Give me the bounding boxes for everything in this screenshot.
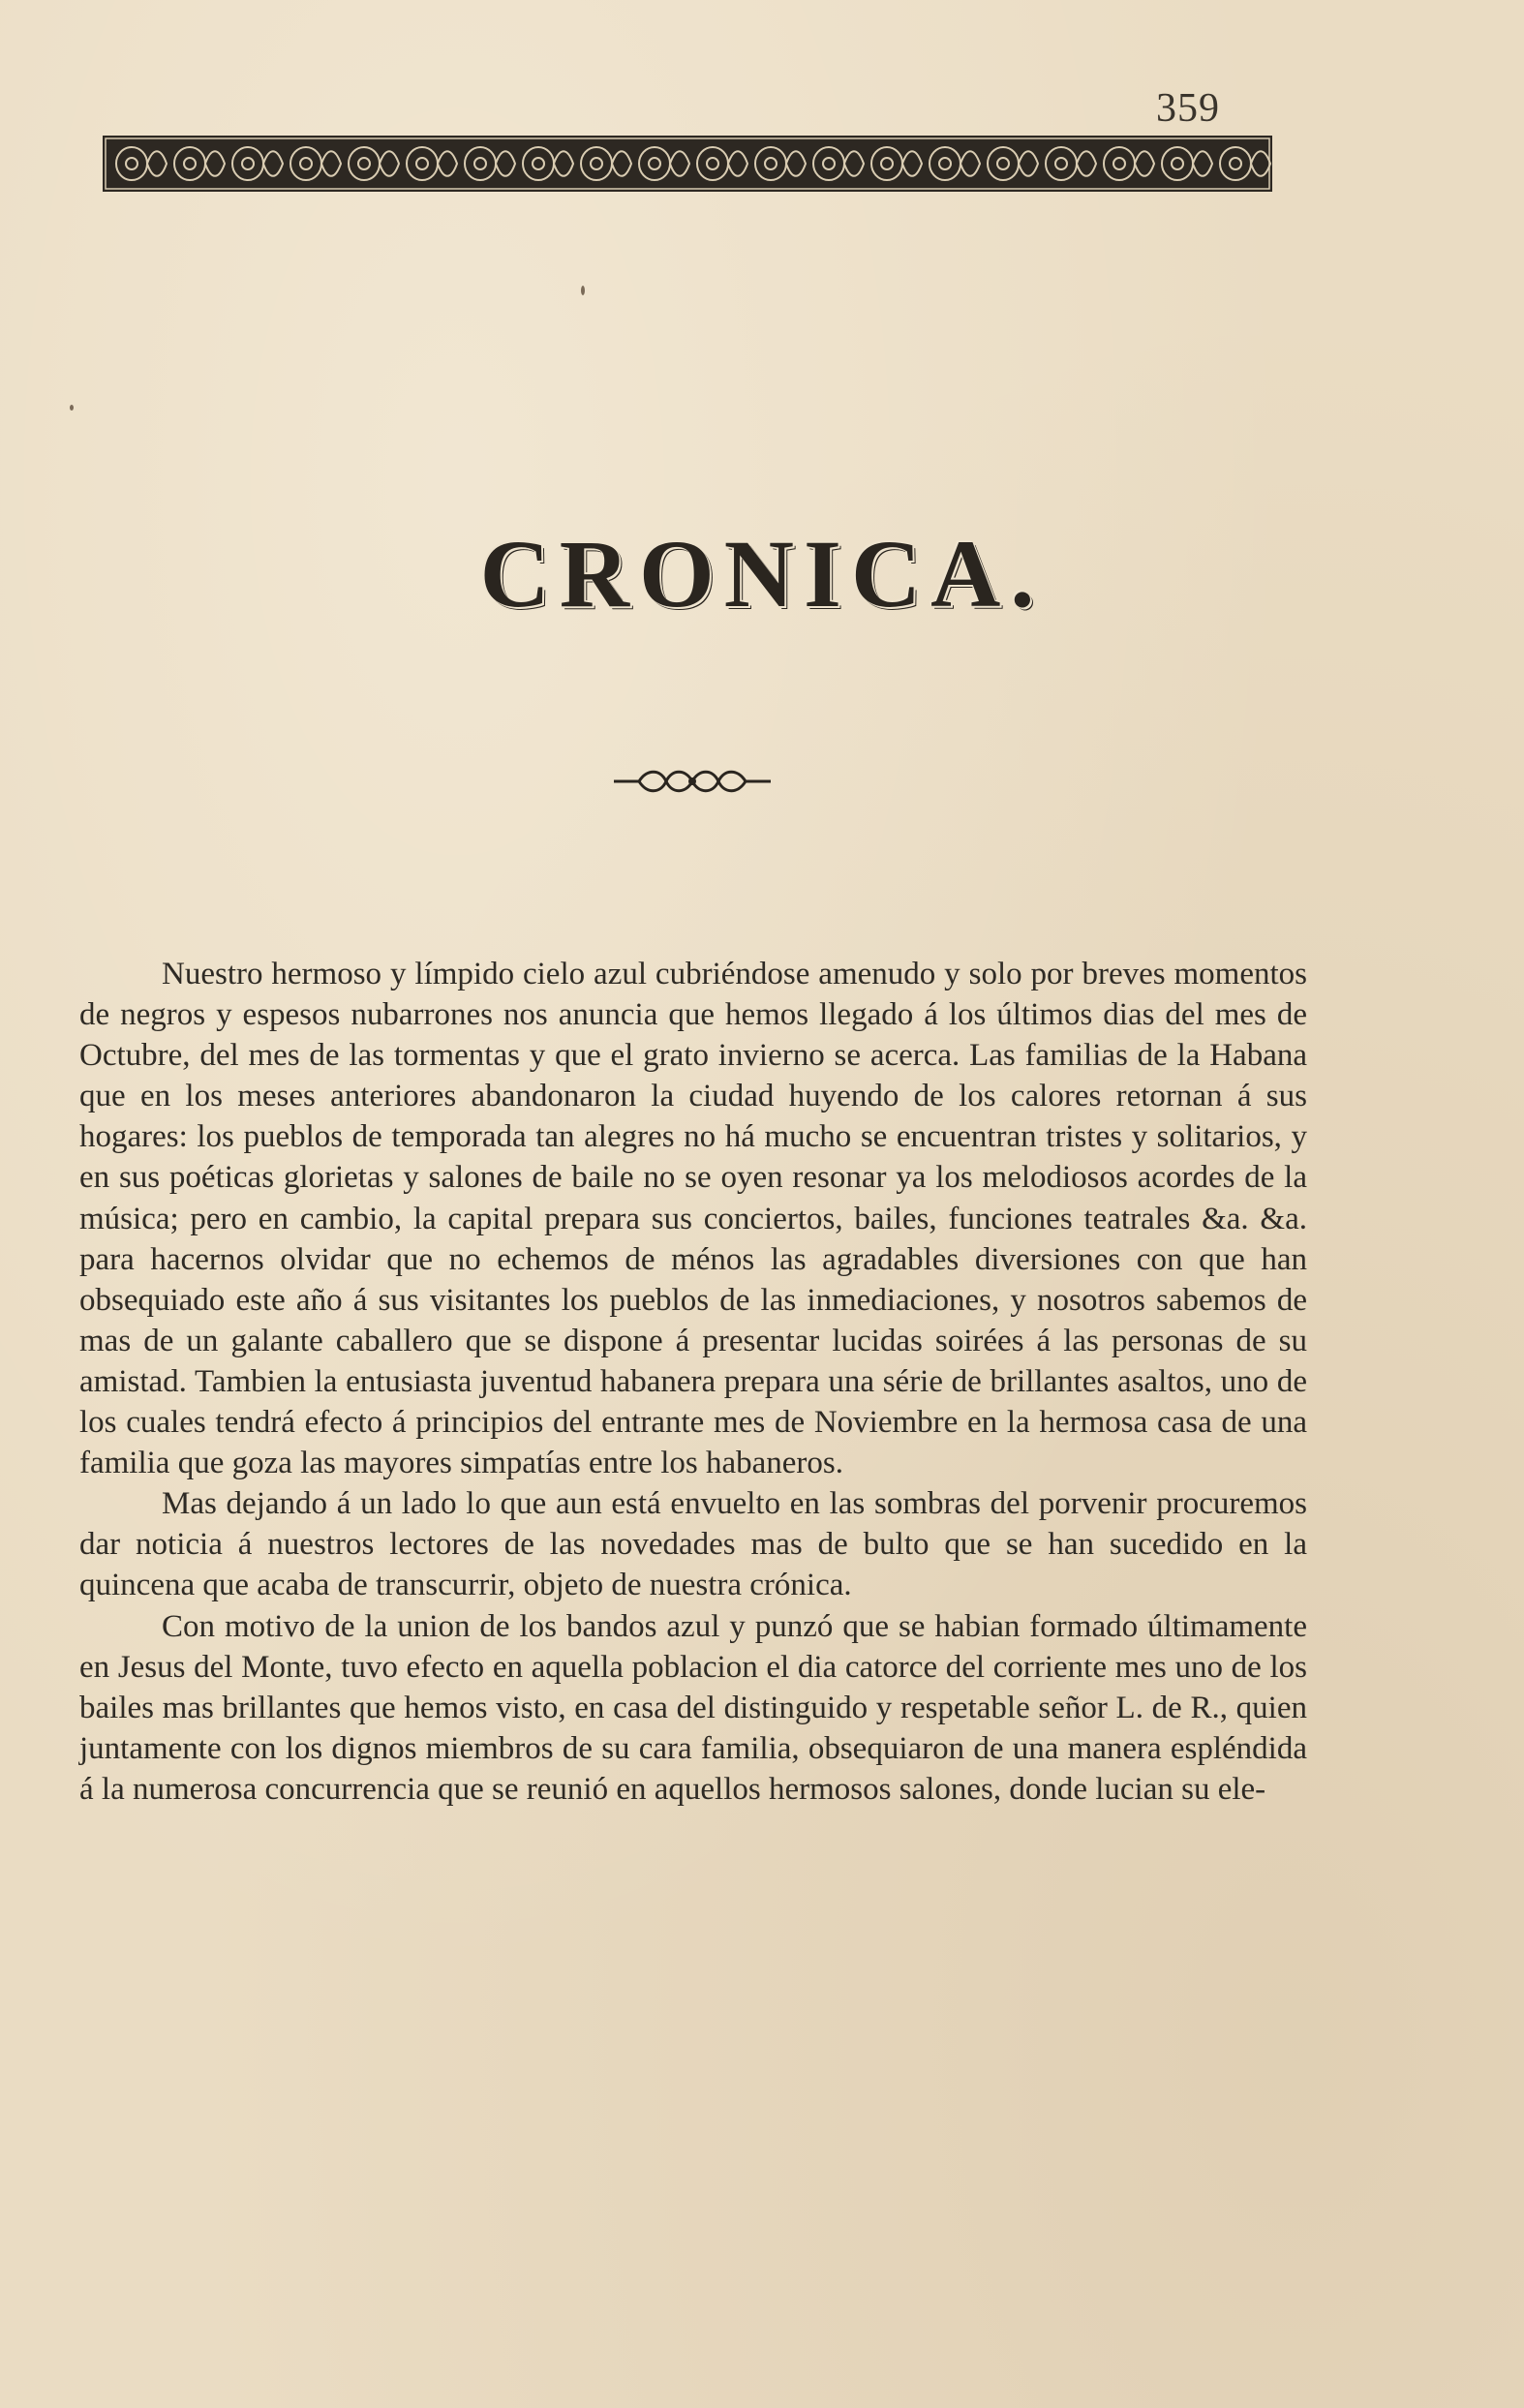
title-flourish-ornament (610, 767, 775, 796)
article-body (79, 954, 1307, 1810)
decorative-border-ornament (103, 136, 1272, 192)
paper-speck (70, 405, 74, 411)
article-paragraph: Con motivo de la union de los bandos azul y punzó que se habian formado últimamente en Jesus del Monte, tuvo efecto en aquella poblacion el dia catorce del corriente mes uno de los bailes mas brillantes que hemos visto, en casa del distinguido y respetable señor L. de R., quien juntamente con los dignos miembros de su cara familia, obsequiaron de una manera espléndida á la numerosa concurrencia que se reunió en aquellos hermosos salones, donde lucian su ele- (79, 1608, 1307, 1807)
page-number: 359 (1156, 86, 1220, 131)
article-paragraph: Mas dejando á un lado lo que aun está envuelto en las sombras del porvenir procuremos dar noticia á nuestros lectores de las novedades mas de bulto que se han sucedido en la quincena que acaba de transcurrir, objeto de nuestra crónica. (79, 1486, 1307, 1603)
page-title: CRONICA. (479, 520, 1045, 627)
paper-speck (581, 286, 585, 295)
article-paragraph: Nuestro hermoso y límpido cielo azul cubriéndose amenudo y solo por breves momentos de negros y espesos nubarrones nos anuncia que hemos llegado á los últimos dias del mes de Octubre, del mes de las tormentas y que el grato invierno se acerca. Las familias de la Habana que en los meses anteriores abandonaron la ciudad huyendo de los calores retornan á sus hogares: los pueblos de temporada tan alegres no há mucho se encuentran tristes y solitarios, y en sus poéticas glorietas y salones de baile no se oyen resonar ya los melodiosos acordes de la música; pero en cambio, la capital prepara sus conciertos, bailes, funciones teatrales &a. &a. para hacernos olvidar que no echemos de ménos las agradables diversiones con que han obsequiado este año á sus visitantes los pueblos de las inmediaciones, y nosotros sabemos de mas de un galante caballero que se dispone á presentar lucidas soirées á las personas de su amistad. Tambien la entusiasta juventud habanera prepara una série de brillantes asaltos, uno de los cuales tendrá efecto á principios del entrante mes de Noviembre en la hermosa casa de una familia que goza las mayores simpatías entre los habaneros. (79, 957, 1307, 1481)
